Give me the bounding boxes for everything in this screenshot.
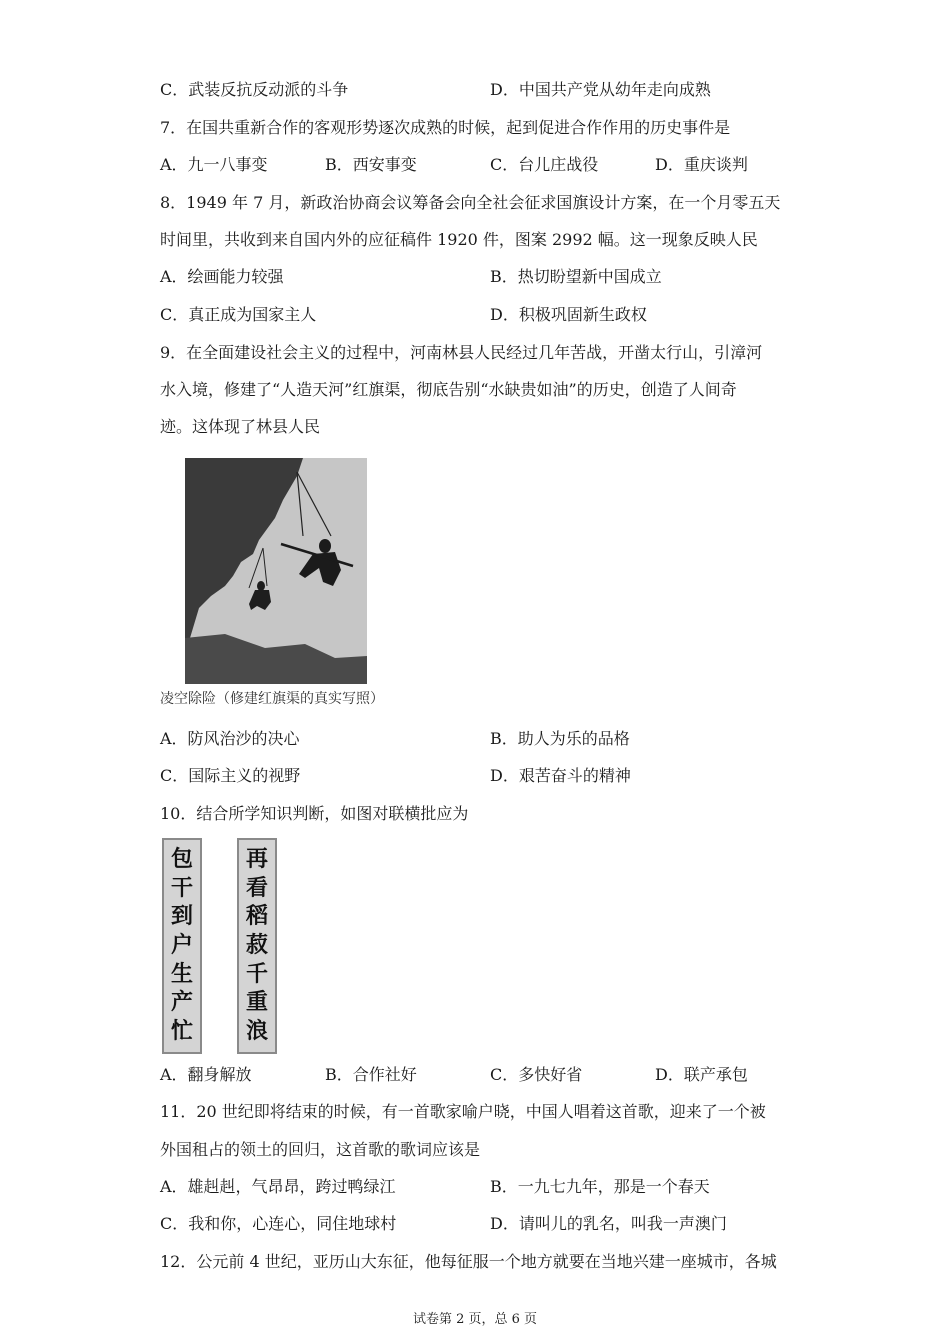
q9-option-b: B．助人为乐的品格 <box>490 729 630 748</box>
page-footer: 试卷第 2 页，总 6 页 <box>412 1312 538 1327</box>
couplet-char: 看 <box>245 875 268 901</box>
q9-stem-line3: 迹。这体现了林县人民 <box>160 417 321 436</box>
q7-option-b: B．西安事变 <box>325 155 417 174</box>
q9-option-c: C．国际主义的视野 <box>160 766 301 785</box>
couplet-right-scroll <box>237 838 277 1054</box>
q8-stem-line2: 时间里，共收到来自国内外的应征稿件 1920 件，图案 2992 幅。这一现象反映人民 <box>160 230 758 249</box>
q8-option-d: D．积极巩固新生政权 <box>490 305 647 324</box>
q10-option-a: A．翻身解放 <box>160 1065 252 1084</box>
q6-option-d: D．中国共产党从幼年走向成熟 <box>490 80 711 99</box>
couplet-char: 忙 <box>170 1018 193 1044</box>
q8-option-b: B．热切盼望新中国成立 <box>490 267 662 286</box>
couplet-char: 户 <box>170 932 193 958</box>
couplet-char: 千 <box>245 961 268 987</box>
cliff-workers-photo <box>185 458 367 684</box>
q8-stem-line1: 8．1949 年 7 月，新政治协商会议筹备会向全社会征求国旗设计方案，在一个月零五天 <box>160 193 781 212</box>
q7-option-d: D．重庆谈判 <box>655 155 748 174</box>
q9-stem-line1: 9．在全面建设社会主义的过程中，河南林县人民经过几年苦战，开凿太行山，引漳河 <box>160 343 763 362</box>
q11-option-a: A．雄赳赳，气昂昂，跨过鸭绿江 <box>160 1177 396 1196</box>
q11-stem-line2: 外国租占的领土的回归，这首歌的歌词应该是 <box>160 1140 481 1159</box>
cliff-workers-illustration <box>185 458 367 684</box>
photo-caption: 凌空除险（修建红旗渠的真实写照） <box>160 691 384 707</box>
q10-stem: 10．结合所学知识判断，如图对联横批应为 <box>160 804 469 823</box>
couplet-char: 再 <box>245 847 268 873</box>
q10-option-c: C．多快好省 <box>490 1065 583 1084</box>
couplet-left-scroll <box>162 838 202 1054</box>
couplet-char: 到 <box>170 904 193 930</box>
couplet-char: 重 <box>245 990 268 1016</box>
couplet-char: 包 <box>170 847 193 873</box>
q11-option-c: C．我和你，心连心，同住地球村 <box>160 1214 397 1233</box>
q9-stem-line2: 水入境，修建了“人造天河”红旗渠，彻底告别“水缺贵如油”的历史，创造了人间奇 <box>160 380 737 399</box>
q8-option-a: A．绘画能力较强 <box>160 267 284 286</box>
q7-option-a: A．九一八事变 <box>160 155 268 174</box>
couplet-char: 稻 <box>245 904 268 930</box>
q9-option-a: A．防风治沙的决心 <box>160 729 300 748</box>
q7-stem: 7．在国共重新合作的客观形势逐次成熟的时候，起到促进合作作用的历史事件是 <box>160 118 731 137</box>
q10-option-b: B．合作社好 <box>325 1065 417 1084</box>
couplet-char: 浪 <box>245 1018 268 1044</box>
q11-option-b: B．一九七九年，那是一个春天 <box>490 1177 710 1196</box>
couplet-char: 干 <box>170 875 193 901</box>
q7-option-c: C．台儿庄战役 <box>490 155 599 174</box>
couplet-char: 生 <box>170 961 193 987</box>
couplet-char: 产 <box>170 990 193 1016</box>
q8-option-c: C．真正成为国家主人 <box>160 305 317 324</box>
q9-option-d: D．艰苦奋斗的精神 <box>490 766 631 785</box>
q6-option-c: C．武装反抗反动派的斗争 <box>160 80 349 99</box>
q10-option-d: D．联产承包 <box>655 1065 748 1084</box>
q11-option-d: D．请叫儿的乳名，叫我一声澳门 <box>490 1214 727 1233</box>
couplet-char: 菽 <box>245 932 268 958</box>
q11-stem-line1: 11．20 世纪即将结束的时候，有一首歌家喻户晓，中国人唱着这首歌，迎来了一个被 <box>160 1102 766 1121</box>
q12-stem-line1: 12．公元前 4 世纪，亚历山大东征，他每征服一个地方就要在当地兴建一座城市，各城 <box>160 1252 777 1271</box>
